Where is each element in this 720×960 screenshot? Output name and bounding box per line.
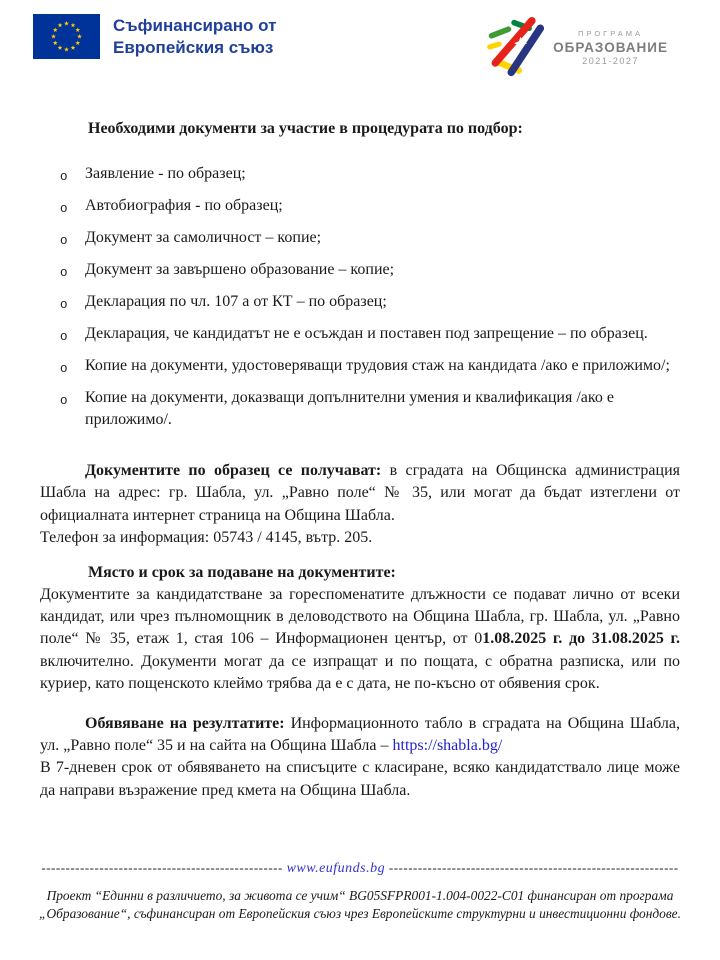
- footer-separator: [35, 860, 685, 877]
- list-item: [40, 227, 680, 249]
- list-item: [40, 355, 680, 377]
- program-label: ПРОГРАМА: [578, 28, 644, 38]
- list-item-text: Заявление - по образец;: [85, 165, 246, 182]
- paragraph-text: в сградата на Общинска администрация Шабла на адрес: гр. Шабла, ул. „Равно поле“ № 35, или могат да бъдат изтеглени от официалната интернет страница на Община Шабла.: [40, 462, 681, 524]
- list-item: [40, 323, 680, 345]
- list-item-text: Автобиография - по образец;: [85, 197, 283, 214]
- paragraph-lead: Обявяване на резултатите:: [85, 714, 285, 732]
- paragraph-sample-documents: [40, 460, 680, 527]
- eu-flag-icon: [33, 14, 100, 59]
- submission-dates: 1.08.2025 г. до 31.08.2025 г.: [482, 630, 680, 648]
- separator-dashes-left: --------------------------------------------------: [41, 860, 283, 875]
- program-education-logo: [485, 16, 668, 78]
- eu-cofunded-text: [113, 15, 276, 58]
- phone-info-line: Телефон за информация: 05743 / 4145, вътр. 205.: [40, 529, 373, 547]
- page-footer: [35, 860, 685, 922]
- paragraph-objection: В 7-дневен срок от обявяването на списъците с класиране, всяко кандидатствало лице може да направи възражение пред кмета на Община Шабла.: [40, 759, 680, 799]
- program-education-text: [553, 29, 668, 66]
- section-heading-submission: Място и срок за подаване на документите:: [88, 563, 396, 581]
- paragraph-results: [40, 713, 680, 758]
- paragraph-submission: [40, 584, 680, 696]
- bullet-marker: o: [60, 266, 68, 280]
- bullet-marker: o: [60, 362, 68, 376]
- list-item: [40, 387, 680, 431]
- page-header: [33, 14, 668, 78]
- paragraph-text: Документите за кандидатстване за гореспоменатите длъжности се подават лично от всеки кандидат, или чрез пълномощник в деловодството на Община Шабла, гр. Шабла, ул. „Равно поле“ № 35, етаж 1, стая 106 – Информационен център, от 0: [40, 585, 680, 648]
- eu-cofunded-logo: [33, 14, 276, 59]
- required-documents-list: [40, 163, 680, 431]
- project-funding-note: Проект “Единни в различието, за живота се учим“ BG05SFPR001-1.004-0022-C01 финансиран от програма „Образование“, съфинансиран от Европейския съюз чрез Европейските структурни и инвестиционни фондове.: [39, 888, 681, 921]
- section-heading-required-documents: Необходими документи за участие в процедурата по подбор:: [88, 120, 523, 137]
- document-body: [40, 118, 680, 802]
- list-item-text: Копие на документи, доказващи допълнителни умения и квалификация /ако е приложимо/.: [85, 389, 614, 428]
- list-item-text: Декларация по чл. 107 а от КТ – по образец;: [85, 293, 387, 310]
- separator-dashes-right: ------------------------------------------------------------: [388, 860, 679, 875]
- eufunds-link[interactable]: www.eufunds.bg: [286, 861, 386, 876]
- bullet-marker: o: [60, 202, 68, 216]
- list-item: [40, 163, 680, 185]
- list-item-text: Копие на документи, удостоверяващи трудовия стаж на кандидата /ако е приложимо/;: [85, 357, 670, 374]
- list-item-text: Документ за самоличност – копие;: [85, 229, 322, 246]
- bullet-marker: o: [60, 298, 68, 312]
- program-education-icon: [485, 16, 545, 78]
- bullet-marker: o: [60, 234, 68, 248]
- bullet-marker: o: [60, 394, 68, 408]
- paragraph-lead: Документите по образец се получават:: [85, 462, 382, 479]
- shabla-website-link[interactable]: https://shabla.bg/: [392, 737, 503, 755]
- list-item: [40, 259, 680, 281]
- eu-cofunded-line2: Европейския съюз: [113, 37, 274, 57]
- list-item: [40, 195, 680, 217]
- list-item-text: Документ за завършено образование – копие;: [85, 261, 395, 278]
- eu-cofunded-line1: Съфинансирано от: [113, 16, 277, 36]
- paragraph-text: Информационното табло в сградата на Община Шабла, ул. „Равно поле“ 35 и на сайта на Община Шабла –: [40, 714, 680, 755]
- bullet-marker: o: [60, 330, 68, 344]
- program-name: ОБРАЗОВАНИЕ: [553, 39, 668, 55]
- list-item-text: Декларация, че кандидатът не е осъждан и поставен под запрещение – по образец.: [85, 325, 648, 342]
- paragraph-text: включително. Документи могат да се изпращат и по пощата, с обратна разписка, или по куриер, като пощенското клеймо трябва да е с дата, не по-късно от обявения срок.: [40, 652, 680, 693]
- list-item: [40, 291, 680, 313]
- bullet-marker: o: [60, 170, 68, 184]
- program-years: 2021-2027: [582, 55, 639, 66]
